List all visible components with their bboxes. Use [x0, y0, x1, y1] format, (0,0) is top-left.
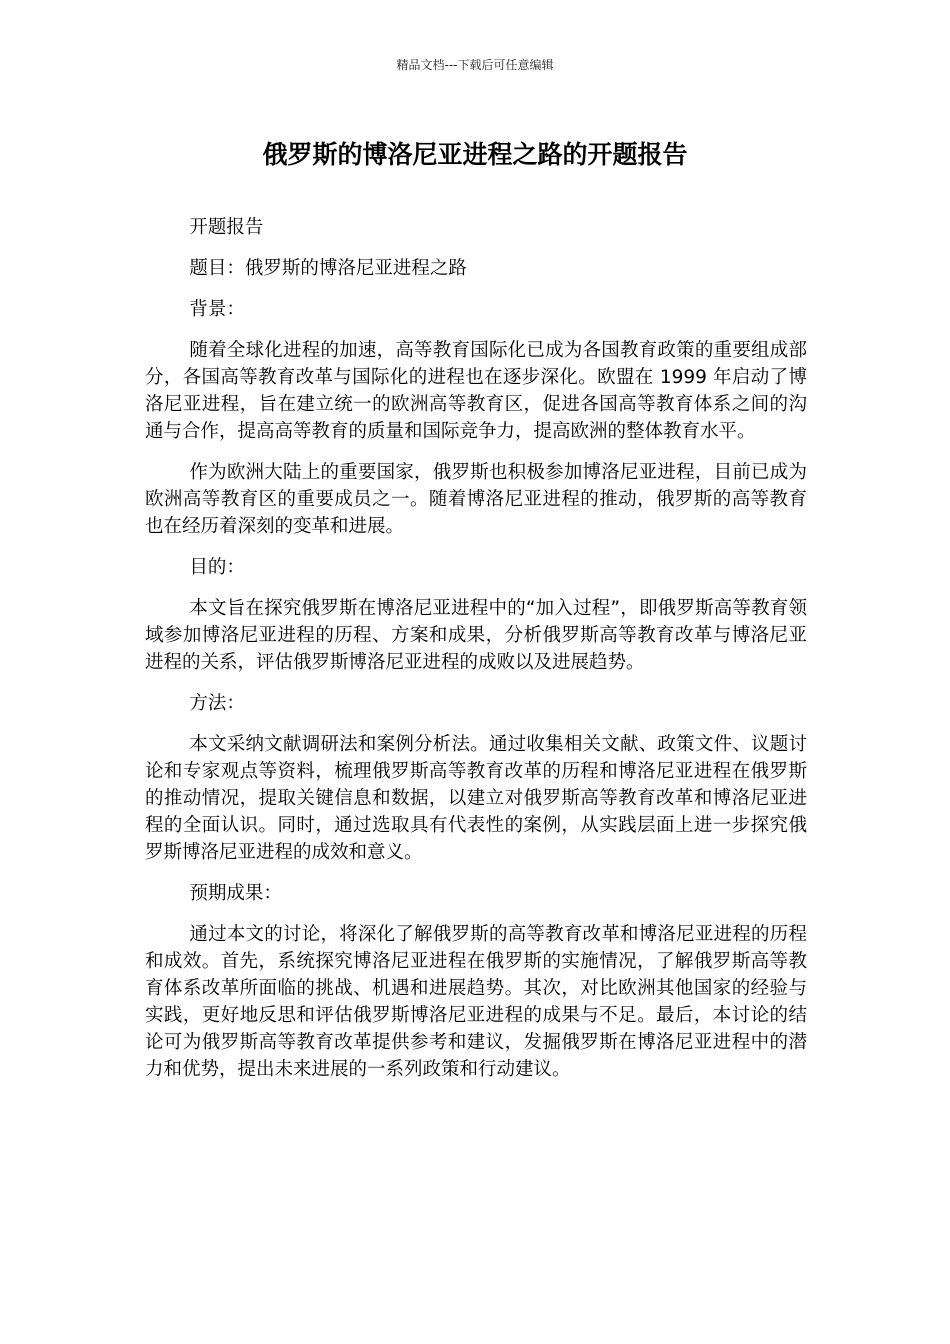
purpose-paragraph: 本文旨在探究俄罗斯在博洛尼亚进程中的“加入过程”，即俄罗斯高等教育领域参加博洛尼亚进程的历程、方案和成果，分析俄罗斯高等教育改革与博洛尼亚进程的关系，评估俄罗斯博洛尼亚进程的成败以及进展趋势。 [145, 598, 807, 673]
document-body [145, 214, 807, 1097]
section-heading-background: 背景： [189, 299, 245, 320]
document-title: 俄罗斯的博洛尼亚进程之路的开题报告 [262, 140, 688, 169]
background-paragraph-1: 随着全球化进程的加速，高等教育国际化已成为各国教育政策的重要组成部分，各国高等教育改革与国际化的进程也在逐步深化。欧盟在 1999 年启动了博洛尼亚进程，旨在建立统一的欧洲高等教育区，促进各国高等教育体系之间的沟通与合作，提高高等教育的质量和国际竞争力，提高欧洲的整体教育水平。 [145, 340, 807, 442]
topic-line: 题目：俄罗斯的博洛尼亚进程之路 [189, 258, 467, 279]
section-label-report: 开题报告 [189, 217, 264, 238]
background-paragraph-2: 作为欧洲大陆上的重要国家，俄罗斯也积极参加博洛尼亚进程，目前已成为欧洲高等教育区的重要成员之一。随着博洛尼亚进程的推动，俄罗斯的高等教育也在经历着深刻的变革和进展。 [145, 462, 807, 537]
expected-results-paragraph: 通过本文的讨论，将深化了解俄罗斯的高等教育改革和博洛尼亚进程的历程和成效。首先，系统探究博洛尼亚进程在俄罗斯的实施情况，了解俄罗斯高等教育体系改革所面临的挑战、机遇和进展趋势。其次，对比欧洲其他国家的经验与实践，更好地反思和评估俄罗斯博洛尼亚进程的成果与不足。最后，本讨论的结论可为俄罗斯高等教育改革提供参考和建议，发掘俄罗斯在博洛尼亚进程中的潜力和优势，提出未来进展的一系列政策和行动建议。 [145, 924, 807, 1080]
header-note: 精品文档---下载后可任意编辑 [396, 58, 554, 72]
section-heading-expected-results: 预期成果： [189, 883, 282, 904]
method-paragraph: 本文采纳文献调研法和案例分析法。通过收集相关文献、政策文件、议题讨论和专家观点等资料，梳理俄罗斯高等教育改革的历程和博洛尼亚进程在俄罗斯的推动情况，提取关键信息和数据，以建立对俄罗斯高等教育改革和博洛尼亚进程的全面认识。同时，通过选取具有代表性的案例，从实践层面上进一步探究俄罗斯博洛尼亚进程的成效和意义。 [145, 734, 807, 863]
section-heading-method: 方法： [189, 693, 245, 714]
section-heading-purpose: 目的： [189, 557, 245, 578]
